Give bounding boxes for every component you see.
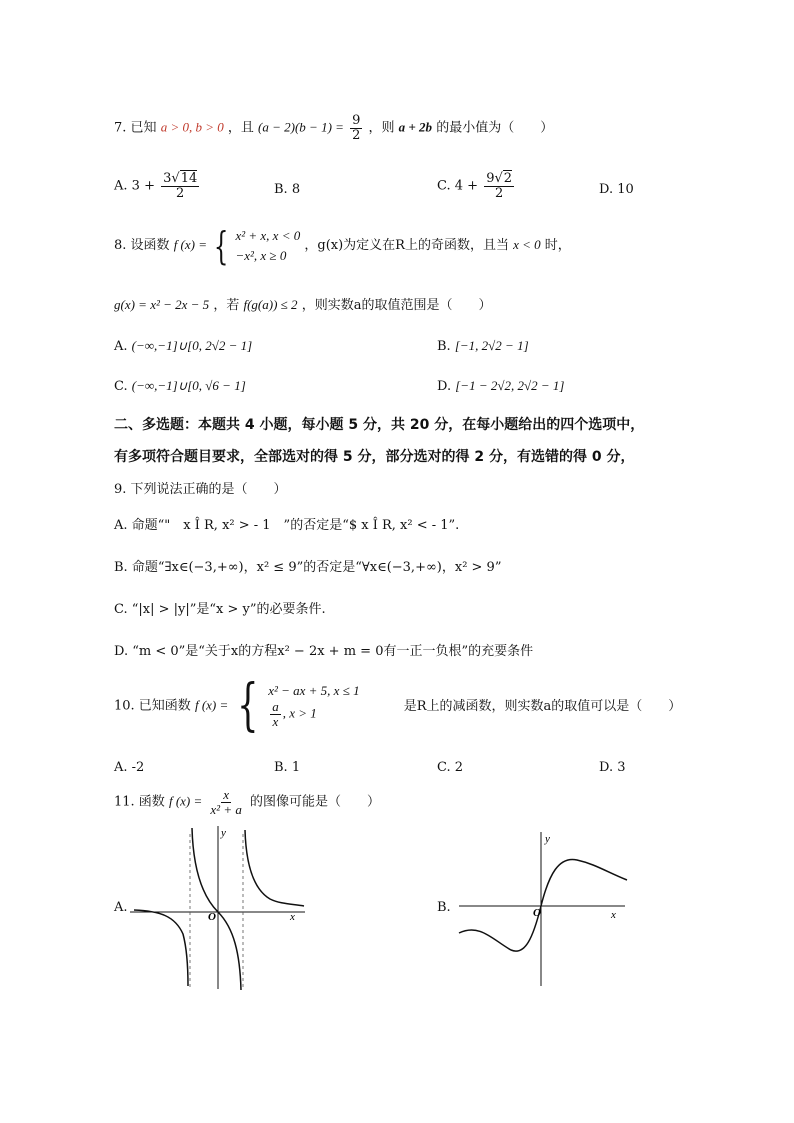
option-text: (−∞,−1]∪[0, 2√2 − 1]: [131, 338, 253, 353]
q10-case2-fraction: [270, 700, 281, 728]
q11-suffix: 的图像可能是（ ）: [250, 794, 381, 810]
option-prefix: 4 +: [454, 178, 479, 194]
option-label: A.: [114, 178, 128, 194]
graph-b-label: B.: [437, 900, 451, 915]
origin-label: O: [208, 911, 216, 923]
q8-option-d: [437, 378, 564, 394]
q11-frac-den: x² + a: [210, 801, 242, 817]
q10-prefix: 10. 已知函数: [114, 698, 191, 714]
q8-line2-suffix: ，则实数a的取值范围是（ ）: [301, 298, 492, 313]
graph-a-label: A.: [114, 900, 128, 915]
q8-line2-mid: ，若: [213, 298, 240, 313]
radicand: 14: [180, 171, 198, 186]
q10-case1: x² − ax + 5, x ≤ 1: [268, 683, 360, 699]
q10-option-d: D. 3: [599, 760, 626, 775]
option-text: (−∞,−1]∪[0, √6 − 1]: [131, 378, 246, 393]
curve: [459, 859, 627, 951]
q7-frac-num: 9: [352, 113, 361, 128]
origin-label: O: [533, 907, 541, 919]
q10-case2: [268, 700, 359, 728]
option-frac-num: 9√2: [486, 171, 513, 186]
q9-option-a: A. 命题“" x Î R, x² > - 1 ”的否定是“$ x Î R, x² < - 1”.: [114, 518, 460, 533]
q10-cases: [268, 683, 359, 728]
x-label: x: [611, 909, 616, 921]
q7-frac-den: 2: [352, 127, 361, 143]
q11-frac-num: x: [223, 787, 230, 802]
q11-stem: [114, 788, 380, 816]
left-brace: {: [237, 673, 259, 738]
q10-option-b: B. 1: [274, 760, 301, 775]
option-fraction: [161, 172, 199, 200]
x-label: x: [290, 911, 295, 923]
q7-option-c: [437, 172, 516, 200]
option-label: D. 10: [599, 182, 634, 197]
q10-stem: [114, 673, 682, 738]
curve-right: [245, 830, 304, 906]
y-label: y: [221, 827, 226, 839]
radical-coef: 3: [163, 171, 172, 186]
q9-option-b: B. 命题“∃x∈(−3,+∞)，x² ≤ 9”的否定是“∀x∈(−3,+∞)，x² > 9”: [114, 560, 502, 575]
y-label: y: [545, 833, 550, 845]
q7-option-d: [599, 182, 634, 197]
section2-line1: 二、多选题：本题共 4 小题，每小题 5 分，共 20 分，在每小题给出的四个选项中，: [114, 417, 645, 433]
q8-option-b: [437, 338, 529, 354]
q7-target: a + 2b: [398, 119, 433, 135]
q10-option-a: A. -2: [114, 760, 145, 775]
q10-suffix: 是R上的减函数，则实数a的取值可以是（ ）: [403, 698, 682, 714]
q7-prefix: 7. 已知: [114, 120, 157, 136]
q8-case1: x² + x, x < 0: [235, 228, 301, 243]
option-label: B. 8: [274, 182, 301, 197]
graph-b: [455, 828, 645, 988]
left-brace: {: [213, 223, 229, 268]
q7-option-b: [274, 182, 300, 197]
q10-case2-tail: , x > 1: [282, 705, 317, 721]
q9-option-d: D. “m < 0”是“关于x的方程x² − 2x + m = 0有一正一负根”的充要条件: [114, 644, 534, 659]
q8-cases: [235, 226, 300, 265]
q10-frac-num: a: [272, 699, 279, 715]
q8-condition: x < 0: [513, 237, 541, 252]
q8-stem: [114, 223, 571, 268]
q10-frac-den: x: [272, 713, 279, 729]
option-text: [−1 − 2√2, 2√2 − 1]: [455, 378, 565, 393]
option-frac-num: 3√14: [163, 171, 198, 186]
q10-option-c: C. 2: [437, 760, 464, 775]
q7-expression: (a − 2)(b − 1) =: [258, 119, 344, 135]
option-prefix: 3 +: [131, 178, 155, 194]
option-frac-den: 2: [176, 185, 185, 201]
q10-fx: f (x) =: [194, 697, 229, 713]
q7-fraction: [350, 114, 362, 142]
q8-line2-cond: f(g(a)) ≤ 2: [243, 297, 298, 312]
option-text: [−1, 2√2 − 1]: [454, 338, 529, 353]
q8-gx: g(x) = x² − 2x − 5: [114, 297, 210, 312]
q8-fx: f (x) =: [173, 237, 207, 252]
option-label: C.: [114, 379, 128, 394]
q8-suffix: 时，: [544, 238, 571, 253]
q8-option-c: [114, 378, 246, 394]
q8-mid: ，g(x)为定义在R上的奇函数，且当: [304, 238, 509, 253]
radical-coef: 9: [486, 171, 495, 186]
section2-line2: 有多项符合题目要求，全部选对的得 5 分，部分选对的得 2 分，有选错的得 0 分，: [114, 449, 635, 465]
curve-left: [134, 910, 188, 986]
option-fraction: [484, 172, 514, 200]
q11-prefix: 11. 函数: [114, 794, 165, 810]
option-frac-den: 2: [494, 185, 504, 201]
q8-prefix: 8. 设函数: [114, 238, 170, 253]
q11-fraction: [208, 788, 243, 816]
q7-mid1: ，且: [227, 120, 254, 136]
option-label: B.: [437, 339, 451, 354]
q8-option-a: [114, 338, 252, 354]
curve-middle: [192, 828, 241, 990]
graph-a: [130, 824, 310, 994]
option-label: D.: [437, 379, 452, 394]
q7-mid2: ，则: [368, 120, 395, 136]
q8-stem-line2: [114, 294, 491, 313]
q9-stem: 9. 下列说法正确的是（ ）: [114, 482, 287, 497]
q7-stem: [114, 114, 553, 142]
q9-option-c: C. “|x| > |y|”是“x > y”的必要条件.: [114, 602, 326, 617]
option-label: C.: [437, 178, 451, 194]
q8-case2: −x², x ≥ 0: [235, 247, 287, 263]
q7-condition: a > 0, b > 0: [160, 119, 224, 135]
option-label: A.: [114, 339, 128, 354]
q11-fx: f (x) =: [168, 793, 203, 809]
q7-option-a: [114, 172, 201, 200]
radicand: 2: [503, 171, 513, 186]
q7-suffix: 的最小值为（ ）: [436, 120, 554, 136]
